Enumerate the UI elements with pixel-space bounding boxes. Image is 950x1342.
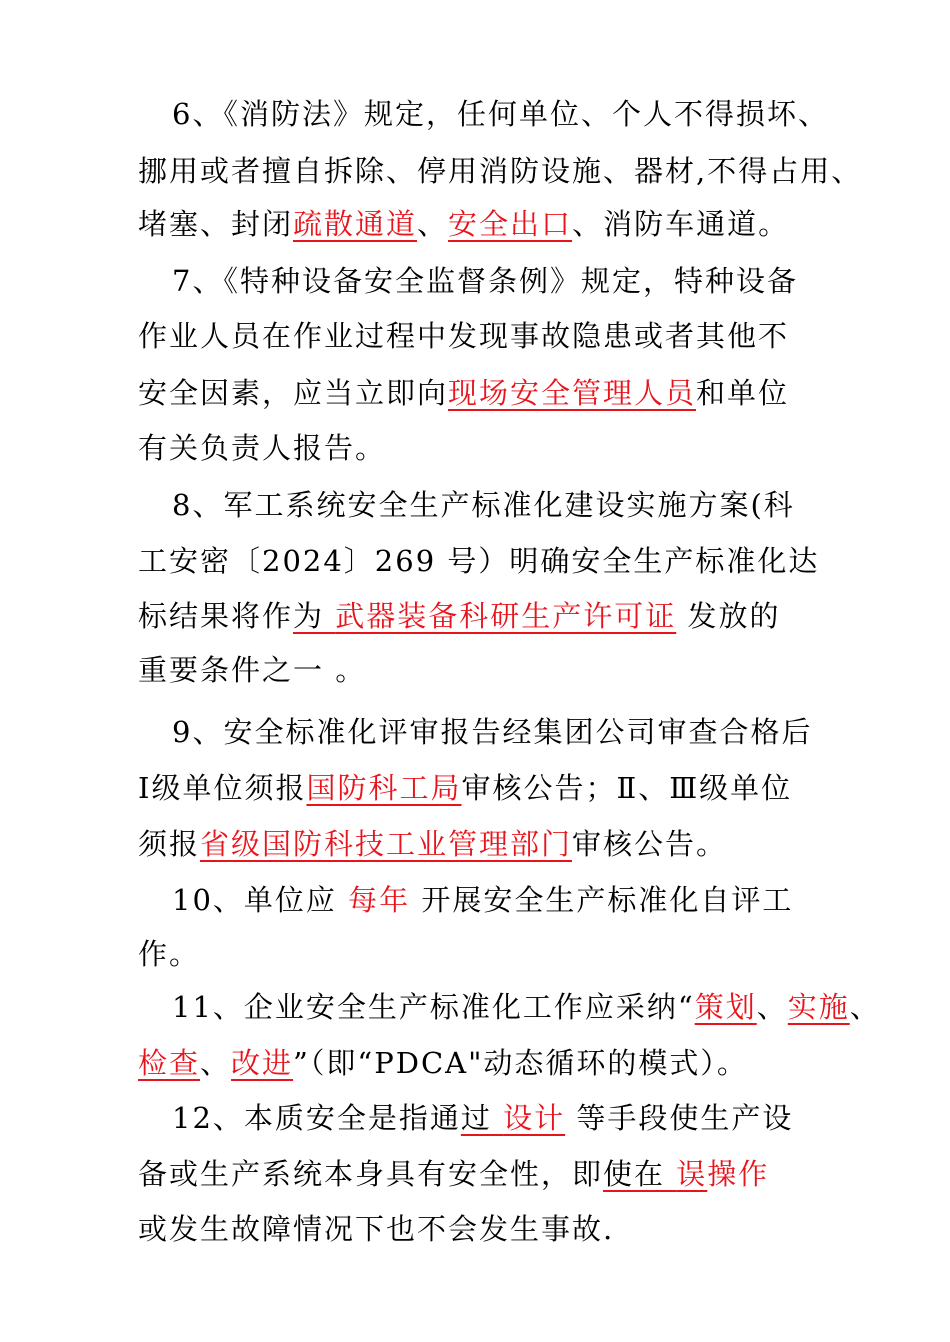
text-line bbox=[138, 543, 819, 583]
text-segment: 、消防车通道。 bbox=[572, 207, 790, 241]
text-segment: 挪用或者擅自拆除、停用消防设施、器材,不得占用、 bbox=[138, 154, 863, 188]
text-segment: 、 bbox=[756, 990, 788, 1024]
text-segment: 备或生产系统本身具有安全性，即 bbox=[138, 1157, 604, 1191]
text-line bbox=[172, 989, 881, 1029]
text-line bbox=[138, 1156, 769, 1196]
text-segment: 7、《特种设备安全监督条例》规定，特种设备 bbox=[172, 264, 798, 298]
text-segment: 、 bbox=[417, 207, 449, 241]
text-segment: 、 bbox=[200, 1046, 232, 1080]
text-line bbox=[172, 882, 793, 922]
text-line bbox=[172, 263, 798, 303]
text-segment: 等手段使生产设 bbox=[565, 1101, 794, 1135]
text-segment: 发放的 bbox=[676, 599, 781, 633]
answer-text: 每年 bbox=[348, 883, 411, 917]
text-segment: 12、本质安全是指通 bbox=[172, 1101, 461, 1135]
answer-text: 省级国防科技工业管理部门 bbox=[200, 827, 573, 861]
text-segment: 作业人员在作业过程中发现事故隐患或者其他不 bbox=[138, 319, 790, 353]
text-segment: 和单位 bbox=[696, 376, 790, 410]
text-segment: 审核公告；Ⅱ、Ⅲ级单位 bbox=[461, 771, 793, 805]
answer-text: 安全出口 bbox=[448, 207, 573, 241]
text-segment: 开展安全生产标准化自评工 bbox=[410, 883, 794, 917]
answer-text: 检查 bbox=[138, 1046, 201, 1080]
text-segment: ”（即“PDCA"动态循环的模式）。 bbox=[293, 1046, 748, 1080]
text-segment: 重要条件之一 。 bbox=[138, 653, 367, 687]
text-line bbox=[138, 936, 200, 976]
text-segment: 安全因素，应当立即向 bbox=[138, 376, 449, 410]
text-line bbox=[172, 96, 829, 136]
answer-text: 改进 bbox=[231, 1046, 294, 1080]
text-line bbox=[138, 1211, 614, 1251]
text-line bbox=[138, 770, 792, 810]
text-segment: 10、单位应 bbox=[172, 883, 349, 917]
text-line bbox=[172, 714, 812, 754]
text-segment: 8、军工系统安全生产标准化建设实施方案(科 bbox=[172, 488, 795, 522]
text-segment: 、 bbox=[849, 990, 881, 1024]
answer-text: 操作 bbox=[707, 1157, 770, 1191]
text-line bbox=[138, 826, 727, 866]
text-segment: 过 bbox=[460, 1101, 504, 1135]
text-segment: 标结果将作 bbox=[138, 599, 294, 633]
text-line bbox=[138, 375, 789, 415]
text-segment: 为 bbox=[293, 599, 336, 633]
text-line bbox=[172, 1100, 793, 1140]
text-segment: 堵塞、封闭 bbox=[138, 207, 294, 241]
text-segment: 9、安全标准化评审报告经集团公司审查合格后 bbox=[172, 715, 813, 749]
answer-text: 实施 bbox=[787, 990, 850, 1024]
answer-text: 策划 bbox=[694, 990, 757, 1024]
text-segment: 审核公告。 bbox=[572, 827, 728, 861]
text-segment: 工安密〔2024〕269 号）明确安全生产标准化达 bbox=[138, 544, 820, 578]
text-line bbox=[138, 652, 366, 692]
text-line bbox=[138, 206, 789, 246]
text-line bbox=[138, 318, 789, 358]
text-segment: 作。 bbox=[138, 937, 201, 971]
text-line bbox=[172, 487, 795, 527]
text-segment: 有关负责人报告。 bbox=[138, 431, 387, 465]
text-segment: 或发生故障情况下也不会发生事故. bbox=[138, 1212, 615, 1246]
text-segment: 6、《消防法》规定，任何单位、个人不得损坏、 bbox=[172, 97, 829, 131]
text-line bbox=[138, 1045, 748, 1085]
answer-text: 现场安全管理人员 bbox=[448, 376, 697, 410]
answer-text: 误 bbox=[676, 1157, 708, 1191]
text-segment: 须报 bbox=[138, 827, 201, 861]
text-line bbox=[138, 430, 386, 470]
answer-text: 疏散通道 bbox=[293, 207, 418, 241]
text-segment: 使在 bbox=[603, 1157, 677, 1191]
text-line bbox=[138, 153, 862, 193]
answer-text: 国防科工局 bbox=[306, 771, 462, 805]
answer-text: 武器装备科研生产许可证 bbox=[335, 599, 677, 633]
text-segment: 11、企业安全生产标准化工作应采纳“ bbox=[172, 990, 695, 1024]
text-segment: Ⅰ级单位须报 bbox=[138, 771, 307, 805]
answer-text: 设计 bbox=[503, 1101, 566, 1135]
text-line bbox=[138, 598, 780, 638]
